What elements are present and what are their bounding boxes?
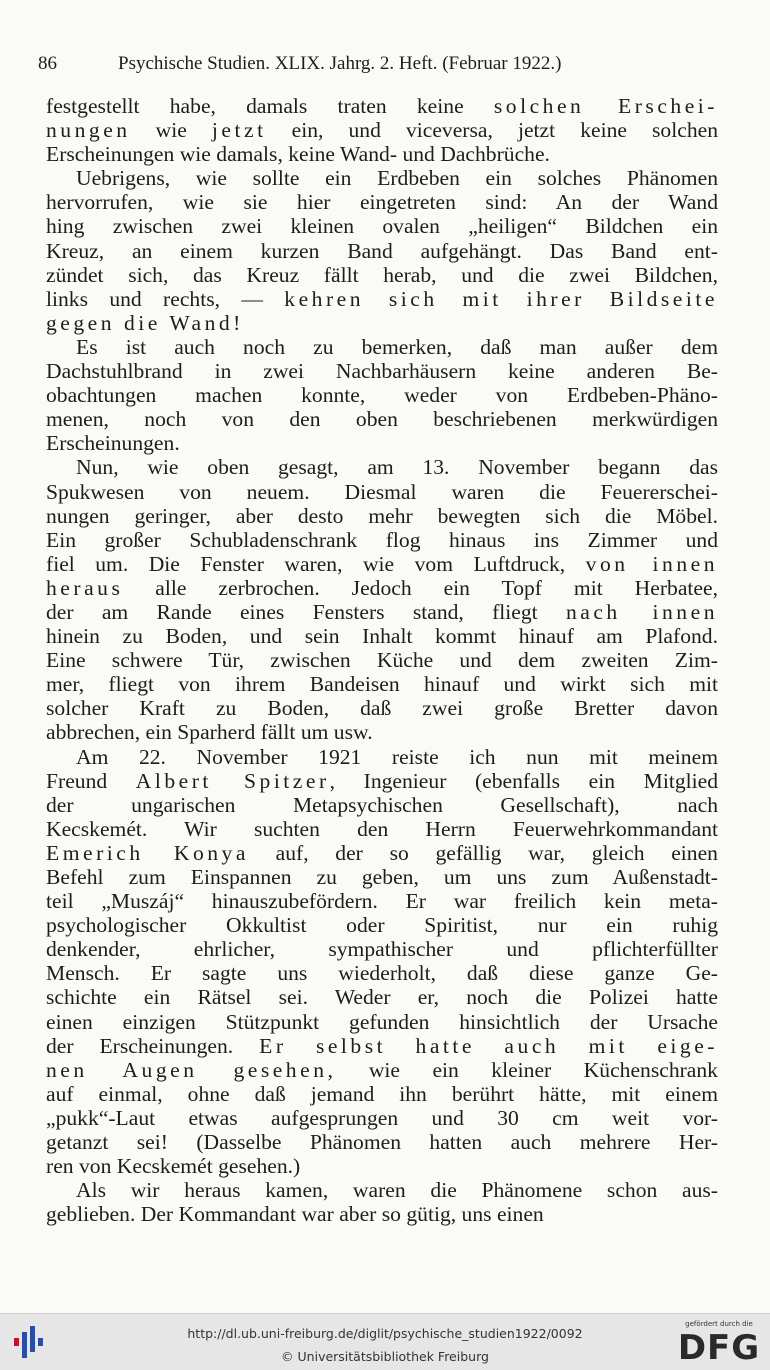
text-line (46, 455, 718, 479)
dfg-funding-note: gefördert durch die (685, 1320, 753, 1328)
text-line (46, 504, 718, 528)
text-line (46, 600, 718, 624)
text-run: Befehl zum Einspannen zu geben, um uns zum Außenstadt- (46, 865, 718, 889)
text-line (46, 287, 718, 311)
running-title: Psychische Studien. XLIX. Jahrg. 2. Heft. (Februar 1922.) (118, 53, 562, 74)
text-line (46, 1010, 718, 1034)
text-run: Ein großer Schubladenschrank flog hinaus ins Zimmer und (46, 527, 718, 552)
text-run: psychologischer Okkultist oder Spiritist, nur ein ruhig (46, 913, 718, 938)
dfg-logo (676, 1318, 762, 1368)
text-run: ein, und viceversa, jetzt keine solchen (266, 118, 718, 143)
text-line (46, 985, 718, 1009)
text-run: wie (130, 118, 212, 143)
text-line (46, 552, 718, 576)
text-run: Mensch. Er sagte uns wiederholt, daß diese ganze Ge- (46, 961, 718, 986)
text-run: schichte ein Rätsel sei. Weder er, noch die Polizei hatte (46, 985, 718, 1010)
spaced-emphasis-text: nach innen (565, 599, 718, 624)
text-run: getanzt sei! (Dasselbe Phänomen hatten auch mehrere Her- (46, 1130, 718, 1155)
paragraph (46, 455, 718, 744)
text-run: auf, der so gefällig war, gleich einen (248, 840, 718, 865)
text-line (46, 720, 718, 744)
text-run: Freund (46, 768, 136, 793)
text-line (46, 214, 718, 238)
text-line (46, 913, 718, 937)
text-line (46, 576, 718, 600)
text-run: der ungarischen Metapsychischen Gesellschaft), nach (46, 792, 718, 817)
text-line (46, 745, 718, 769)
spaced-emphasis-text: nungen (46, 118, 131, 143)
text-line (46, 841, 718, 865)
spaced-emphasis-text: Er selbst hatte auch mit eige- (259, 1033, 718, 1058)
text-run: solcher Kraft zu Boden, daß zwei große Bretter davon (46, 696, 718, 721)
text-line (46, 311, 718, 335)
text-run: hinein zu Boden, und sein Inhalt kommt hinauf am Plafond. (46, 624, 718, 649)
text-line (46, 239, 718, 263)
text-run: hing zwischen zwei kleinen ovalen „heiligen“ Bildchen ein (46, 214, 718, 239)
text-run: nungen geringer, aber desto mehr bewegten sich die Möbel. (46, 503, 718, 528)
copyright-notice: © Universitätsbibliothek Freiburg (281, 1349, 489, 1364)
text-run: ren von Kecskemét gesehen.) (46, 1154, 301, 1179)
text-run: Nun, wie oben gesagt, am 13. November begann das (76, 455, 718, 480)
spaced-emphasis-text: kehren sich mit ihrer Bildseite (284, 286, 718, 311)
text-line (46, 624, 718, 648)
text-line (46, 335, 718, 359)
text-run: obachtungen machen konnte, weder von Erdbeben-Phäno- (46, 383, 718, 408)
text-line (46, 1130, 718, 1154)
text-line (46, 190, 718, 214)
text-run: „pukk“-Laut etwas aufgesprungen und 30 cm weit vor- (46, 1105, 718, 1130)
spaced-emphasis-text: von innen (585, 551, 718, 576)
text-line (46, 769, 718, 793)
paragraph (46, 745, 718, 1179)
text-run: wie ein kleiner Küchenschrank (336, 1057, 718, 1082)
text-run: teil „Muszáj“ hinauszubefördern. Er war freilich kein meta- (46, 889, 718, 914)
text-run: Uebrigens, wie sollte ein Erdbeben ein solches Phänomen (76, 166, 718, 191)
text-line (46, 961, 718, 985)
text-run: fiel um. Die Fenster waren, wie vom Luftdruck, (46, 551, 586, 576)
text-line (46, 1154, 718, 1178)
text-run: Am 22. November 1921 reiste ich nun mit meinem (76, 744, 718, 769)
dfg-wordmark: DFG (677, 1328, 761, 1368)
text-run: zündet sich, das Kreuz fällt herab, und die zwei Bildchen, (46, 262, 718, 287)
spaced-emphasis-text: solchen Erschei- (493, 94, 718, 118)
text-line (46, 263, 718, 287)
text-run: alle zerbrochen. Jedoch ein Topf mit Herbatee, (123, 575, 718, 600)
text-line (46, 648, 718, 672)
text-run: Dachstuhlbrand in zwei Nachbarhäusern keine anderen Be- (46, 359, 718, 384)
text-run: der Erscheinungen. (46, 1033, 260, 1058)
text-run: der am Rande eines Fensters stand, fliegt (46, 599, 566, 624)
text-run: Es ist auch noch zu bemerken, daß man außer dem (76, 334, 718, 359)
running-header (38, 52, 718, 76)
text-line (46, 1058, 718, 1082)
text-line (46, 672, 718, 696)
text-run: denkender, ehrlicher, sympathischer und pflichterfüllter (46, 937, 718, 962)
text-run: Als wir heraus kamen, waren die Phänomene schon aus- (76, 1178, 718, 1203)
spaced-emphasis-text: Emerich Konya (46, 840, 249, 865)
body-text (46, 94, 718, 1226)
viewer-footer (0, 1313, 770, 1370)
spaced-emphasis-text: heraus (46, 575, 124, 600)
text-run: Kecskemét. Wir suchten den Herrn Feuerwehrkommandant (46, 816, 718, 841)
text-line (46, 359, 718, 383)
text-line (46, 94, 718, 118)
text-line (46, 1034, 718, 1058)
text-run: hervorrufen, wie sie hier eingetreten sind: An der Wand (46, 190, 718, 215)
text-line (46, 1178, 718, 1202)
text-line (46, 431, 718, 455)
paragraph (46, 335, 718, 455)
text-line (46, 166, 718, 190)
spaced-emphasis-text: gegen die Wand! (46, 310, 244, 335)
text-run: links und rechts, — (46, 286, 285, 311)
text-line (46, 1202, 718, 1226)
source-url[interactable]: http://dl.ub.uni-freiburg.de/diglit/psychische_studien1922/0092 (187, 1326, 583, 1341)
text-line (46, 1106, 718, 1130)
text-run: Spukwesen von neuem. Diesmal waren die Feuererschei- (46, 479, 718, 504)
text-line (46, 937, 718, 961)
text-run: abbrechen, ein Sparherd fällt um usw. (46, 720, 373, 745)
text-line (46, 889, 718, 913)
text-run: festgestellt habe, damals traten keine (46, 94, 494, 118)
text-line (46, 817, 718, 841)
text-line (46, 528, 718, 552)
text-run: Eine schwere Tür, zwischen Küche und dem zweiten Zim- (46, 648, 718, 673)
spaced-emphasis-text: nen Augen gesehen, (46, 1057, 337, 1082)
text-line (46, 793, 718, 817)
text-line (46, 407, 718, 431)
paragraph (46, 1178, 718, 1226)
text-run: einen einzigen Stützpunkt gefunden hinsichtlich der Ursache (46, 1009, 718, 1034)
text-run: mer, fliegt von ihrem Bandeisen hinauf und wirkt sich mit (46, 672, 718, 697)
text-line (46, 696, 718, 720)
text-line (46, 118, 718, 142)
text-run: menen, noch von den oben beschriebenen merkwürdigen (46, 407, 718, 432)
text-line (46, 142, 718, 166)
page-number: 86 (38, 53, 57, 74)
text-line (46, 865, 718, 889)
text-run: Erscheinungen. (46, 431, 180, 456)
text-line (46, 1082, 718, 1106)
spaced-emphasis-text: jetzt (211, 118, 267, 143)
text-run: Kreuz, an einem kurzen Band aufgehängt. Das Band ent- (46, 238, 718, 263)
spaced-emphasis-text: Albert Spitzer (135, 768, 330, 793)
text-run: geblieben. Der Kommandant war aber so gütig, uns einen (46, 1202, 544, 1227)
paragraph (46, 94, 718, 166)
text-run: , Ingenieur (ebenfalls ein Mitglied (329, 768, 718, 793)
text-run: auf einmal, ohne daß jemand ihn berührt hätte, mit einem (46, 1081, 718, 1106)
text-line (46, 480, 718, 504)
text-line (46, 383, 718, 407)
paragraph (46, 166, 718, 335)
text-run: Erscheinungen wie damals, keine Wand- und Dachbrüche. (46, 142, 550, 167)
